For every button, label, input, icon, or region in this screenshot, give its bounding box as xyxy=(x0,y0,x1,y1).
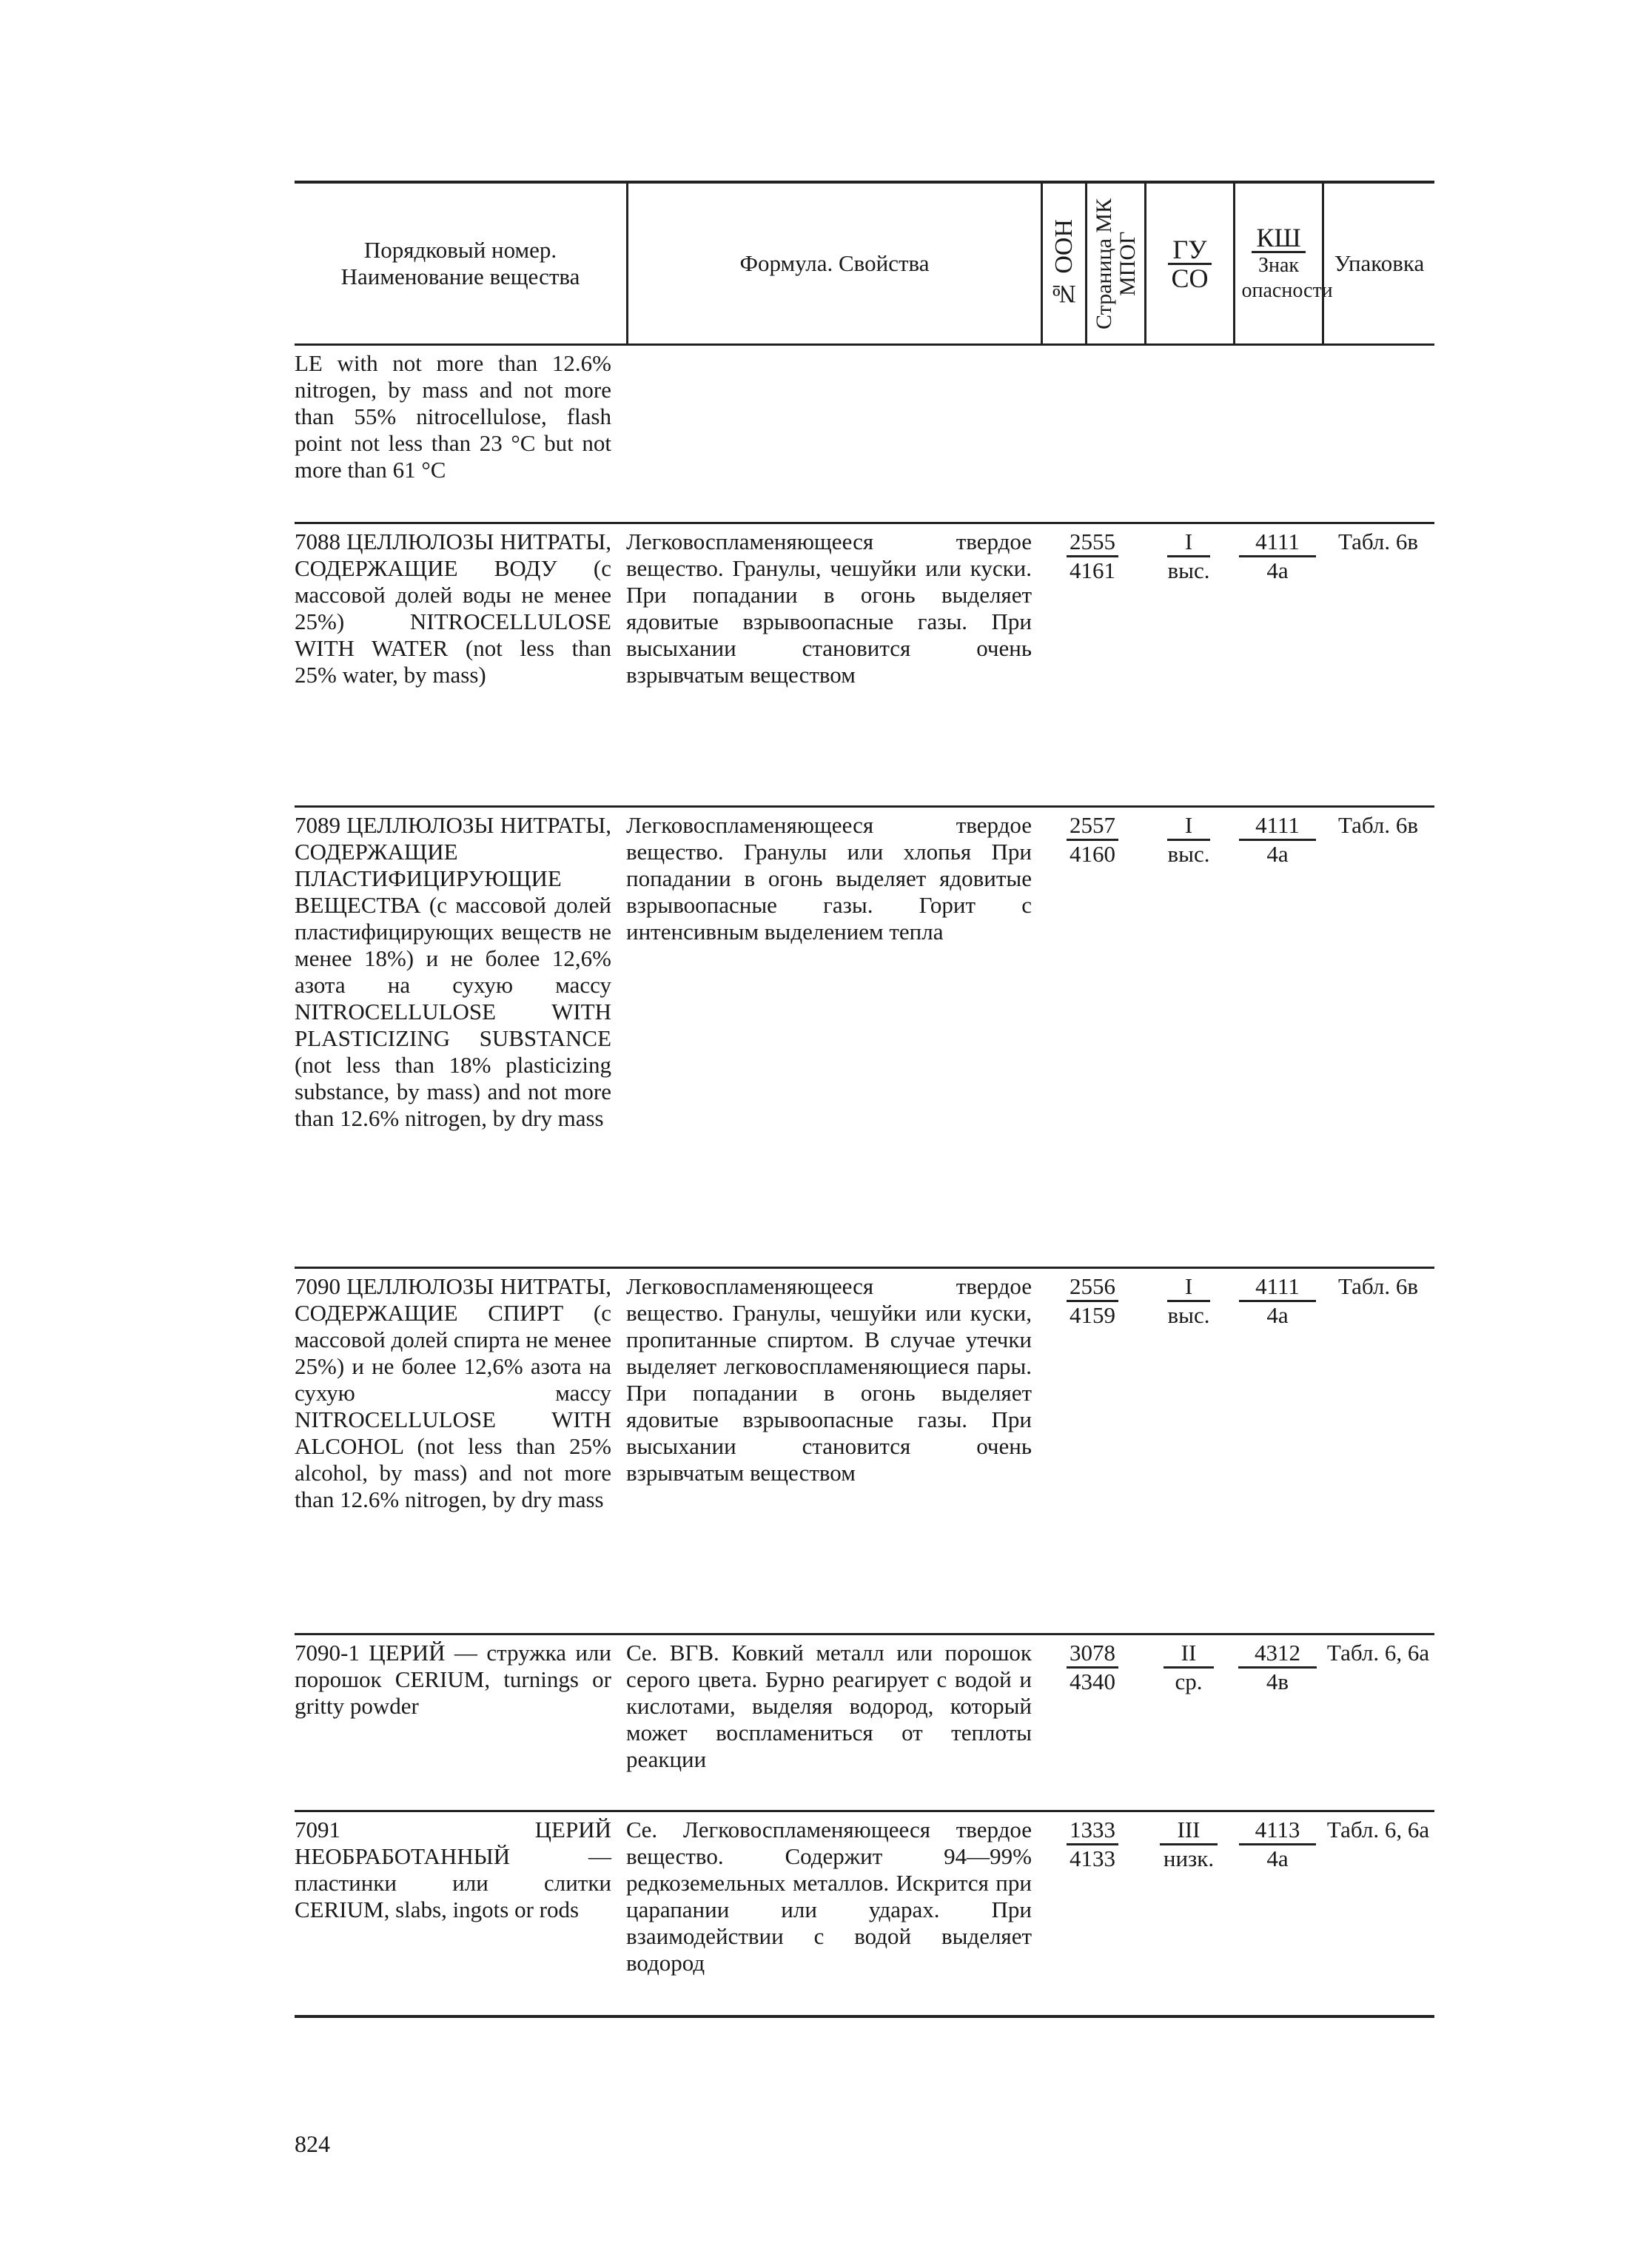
ksh-value: 4111 xyxy=(1239,1273,1316,1302)
substance-properties: Легковоспламеняющееся твердое вещество. Гранулы, чешуйки или куски, пропитанные спиртом. В случае утечки выделяет легковоспламеняющиеся пары. При попадании в огонь выделяет ядовитые взрывоопасные газы. При высыхании становится очень взрывчатым веществом xyxy=(626,1273,1032,1486)
packaging: Табл. 6в xyxy=(1337,529,1419,554)
so-value: выс. xyxy=(1167,841,1210,867)
un-number: 1333 xyxy=(1067,1817,1118,1845)
substance-name: LE with not more than 12.6% nitrogen, by mass and not more than 55% nitrocellulose, flash point not less than 23 °C but not more than 61 °C xyxy=(295,350,611,483)
packaging: Табл. 6, 6а xyxy=(1326,1640,1430,1666)
substance-properties: Ce. Легковоспламеняющееся твердое вещество. Содержит 94—99% редкоземельных металлов. Искрится при царапании или ударах. При взаимодействии с водой выделяет водород xyxy=(626,1817,1032,1976)
un-page-numbers xyxy=(1041,1273,1144,1627)
so-value: ср. xyxy=(1175,1669,1203,1694)
un-number: 3078 xyxy=(1067,1640,1118,1669)
header-page-cell xyxy=(1085,184,1144,343)
mpog-page: 4133 xyxy=(1070,1845,1115,1871)
un-page-numbers xyxy=(1041,812,1144,1261)
substance-name: 7090-1 ЦЕРИЙ — стружка или порошок CERIUM, turnings or gritty powder xyxy=(295,1640,611,1719)
un-page-numbers xyxy=(1041,1817,1144,2009)
mpog-page: 4160 xyxy=(1070,841,1115,867)
mpog-page: 4159 xyxy=(1070,1302,1115,1328)
table-row xyxy=(295,522,1434,805)
ksh-sign xyxy=(1233,1817,1322,2009)
danger-sign-value: 4а xyxy=(1266,557,1289,583)
header-properties: Формула. Свойства xyxy=(626,184,1041,343)
header-ksh-sign xyxy=(1233,184,1333,343)
danger-sign-value: 4в xyxy=(1266,1669,1289,1694)
packaging: Табл. 6в xyxy=(1337,812,1419,838)
ksh-sign xyxy=(1233,1640,1322,1804)
ksh-value: 4312 xyxy=(1238,1640,1317,1669)
mpog-page: 4161 xyxy=(1070,557,1115,583)
ksh-value: 4111 xyxy=(1239,812,1316,841)
mpog-page: 4340 xyxy=(1070,1669,1115,1694)
gu-value: I xyxy=(1167,1273,1210,1302)
gu-so xyxy=(1144,1817,1233,2009)
gu-value: III xyxy=(1160,1817,1218,1845)
packaging: Табл. 6в xyxy=(1337,1273,1419,1299)
ksh-value: 4113 xyxy=(1239,1817,1317,1845)
gu-so xyxy=(1144,812,1233,1261)
danger-sign-value: 4а xyxy=(1266,1302,1289,1328)
substance-name: 7090 ЦЕЛЛЮЛОЗЫ НИТРАТЫ, СОДЕРЖАЩИЕ СПИРТ (с массовой долей спирта не менее 25%) и не более 12,6% азота на сухую массу NITROCELLULOSE WITH ALCOHOL (not less than 25% alcohol, by mass) and not more than 12.6% nitrogen, by dry mass xyxy=(295,1273,611,1512)
un-page-numbers xyxy=(1041,529,1144,799)
so-value: выс. xyxy=(1167,1302,1210,1328)
header-co: СО xyxy=(1171,263,1209,293)
header-gu: ГУ xyxy=(1168,236,1211,265)
table-header xyxy=(295,184,1434,346)
header-un-cell xyxy=(1041,184,1085,343)
header-name: Порядковый номер. Наименование вещества xyxy=(340,237,580,289)
bottom-rule xyxy=(295,2015,1434,2018)
gu-so xyxy=(1144,1273,1233,1627)
table-row xyxy=(295,1267,1434,1633)
danger-sign-value: 4а xyxy=(1266,1845,1289,1871)
substance-name: 7091 ЦЕРИЙ НЕОБРАБОТАННЫЙ — пластинки или слитки CERIUM, slabs, ingots or rods xyxy=(295,1817,611,1922)
gu-so xyxy=(1144,529,1233,799)
page-number: 824 xyxy=(295,2130,330,2157)
substance-properties: Легковоспламеняющееся твердое вещество. Гранулы или хлопья При попадании в огонь выделяет ядовитые взрывоопасные газы. Горит с интенсивным выделением тепла xyxy=(626,812,1032,945)
table-row xyxy=(295,805,1434,1267)
header-mpog-page: Страница МК МПОГ xyxy=(1091,198,1140,329)
substance-name: 7088 ЦЕЛЛЮЛОЗЫ НИТРАТЫ, СОДЕРЖАЩИЕ ВОДУ (с массовой долей воды не менее 25%) NITROCELLULOSE WITH WATER (not less than 25% water, by mass) xyxy=(295,529,611,688)
substance-properties xyxy=(626,350,1041,516)
un-number: 2555 xyxy=(1067,529,1118,557)
ksh-value: 4111 xyxy=(1239,529,1316,557)
ksh-sign xyxy=(1233,1273,1322,1627)
danger-sign-value: 4а xyxy=(1266,841,1289,867)
header-ksh-fraction xyxy=(1241,222,1333,304)
header-gu-co xyxy=(1144,184,1233,343)
gu-value: II xyxy=(1164,1640,1215,1669)
table xyxy=(295,181,1434,2018)
header-danger-sign: Знак опасности xyxy=(1241,253,1333,302)
header-un-number: № ООН xyxy=(1050,219,1078,308)
un-number: 2556 xyxy=(1067,1273,1118,1302)
so-value: выс. xyxy=(1167,557,1210,583)
packaging: Табл. 6, 6а xyxy=(1326,1817,1430,1842)
substance-properties: Ce. ВГВ. Ковкий металл или порошок серого цвета. Бурно реагирует с водой и кислотами, выделяя водород, который может воспламениться от теплоты реакции xyxy=(626,1640,1032,1772)
table-row xyxy=(295,346,1434,522)
un-page-numbers xyxy=(1041,1640,1144,1804)
ksh-sign xyxy=(1233,529,1322,799)
gu-so xyxy=(1144,1640,1233,1804)
table-row xyxy=(295,1633,1434,1810)
substance-properties: Легковоспламеняющееся твердое вещество. Гранулы, чешуйки или куски. При попадании в огонь выделяет ядовитые взрывоопасные газы. При высыхании становится очень взрывчатым веществом xyxy=(626,529,1032,688)
table-body xyxy=(295,346,1434,2015)
header-gu-fraction xyxy=(1168,236,1211,292)
so-value: низк. xyxy=(1163,1845,1215,1871)
gu-value: I xyxy=(1167,812,1210,841)
table-row xyxy=(295,1810,1434,2015)
un-number: 2557 xyxy=(1067,812,1118,841)
header-packaging: Упаковка xyxy=(1322,184,1434,343)
header-ksh: КШ xyxy=(1252,224,1305,253)
gu-value: I xyxy=(1167,529,1210,557)
ksh-sign xyxy=(1233,812,1322,1261)
substance-name: 7089 ЦЕЛЛЮЛОЗЫ НИТРАТЫ, СОДЕРЖАЩИЕ ПЛАСТИФИЦИРУЮЩИЕ ВЕЩЕСТВА (с массовой долей пластифицирующих веществ не менее 18%) и не более 12,6% азота на сухую массу NITROCELLULOSE WITH PLASTICIZING SUBSTANCE (not less than 18% plasticizing substance, by mass) and not more than 12.6% nitrogen, by dry mass xyxy=(295,812,611,1131)
